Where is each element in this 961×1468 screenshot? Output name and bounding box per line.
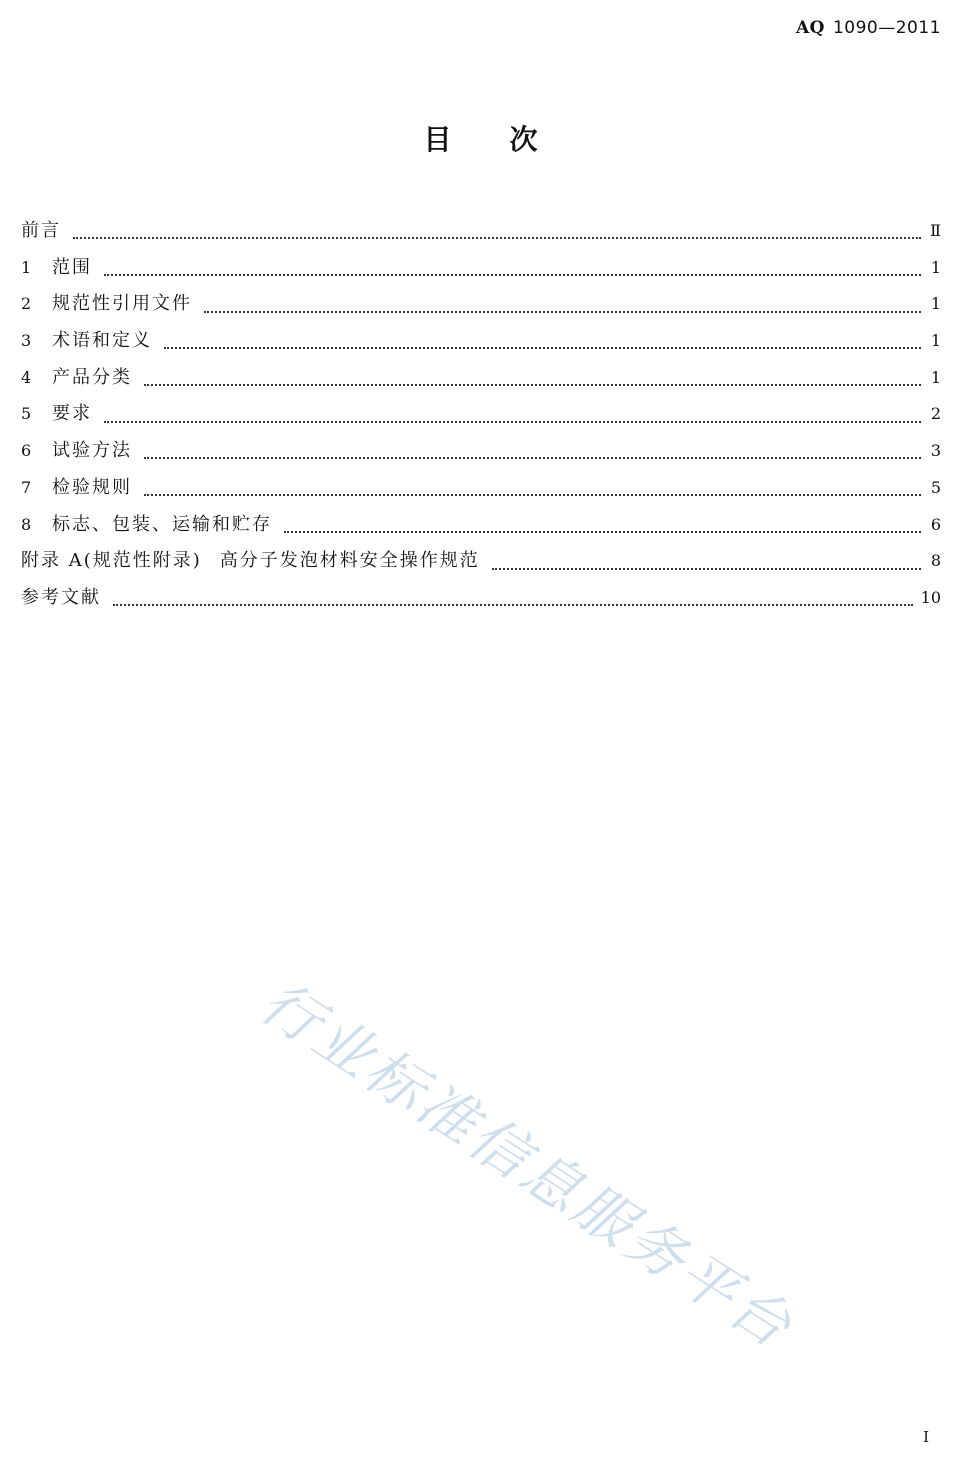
toc-entry-title: 参考文献 xyxy=(21,586,101,608)
toc-entry-page: 2 xyxy=(930,404,941,424)
toc-entry-bibliography[interactable] xyxy=(21,583,941,620)
toc-leader-dots xyxy=(492,568,921,570)
toc-entry-title: 产品分类 xyxy=(52,366,132,388)
toc-entry-6[interactable] xyxy=(21,436,941,473)
toc-entry-appendix-a[interactable] xyxy=(21,546,941,583)
toc-entry-3[interactable] xyxy=(21,326,941,363)
page-title xyxy=(0,118,961,158)
toc-leader-dots xyxy=(144,494,921,496)
toc-entry-1[interactable] xyxy=(21,253,941,290)
toc-entry-number: 5 xyxy=(21,404,32,424)
standard-number: 1090—2011 xyxy=(832,18,941,38)
toc-entry-title: 标志、包装、运输和贮存 xyxy=(52,513,272,535)
standard-prefix: AQ xyxy=(795,18,825,38)
toc-leader-dots xyxy=(284,531,921,533)
title-char-2: 次 xyxy=(509,123,538,156)
toc-entry-8[interactable] xyxy=(21,510,941,547)
footer-page-number: I xyxy=(923,1428,929,1446)
toc-entry-4[interactable] xyxy=(21,363,941,400)
table-of-contents xyxy=(21,216,941,620)
toc-entry-number: 6 xyxy=(21,441,32,461)
toc-entry-title: 范围 xyxy=(52,256,92,278)
toc-entry-number: 1 xyxy=(21,257,32,277)
toc-entry-7[interactable] xyxy=(21,473,941,510)
title-char-1: 目 xyxy=(423,123,452,156)
toc-entry-title: 要求 xyxy=(52,403,92,425)
toc-entry-page: 10 xyxy=(920,587,941,607)
toc-leader-dots xyxy=(144,457,921,459)
toc-leader-dots xyxy=(164,347,921,349)
toc-leader-dots xyxy=(113,604,913,606)
toc-entry-number: 7 xyxy=(21,477,32,497)
toc-entry-title: 规范性引用文件 xyxy=(52,293,192,315)
toc-entry-title: 术语和定义 xyxy=(52,330,152,352)
toc-entry-number: 8 xyxy=(21,514,32,534)
appendix-subtitle: 高分子发泡材料安全操作规范 xyxy=(219,550,480,572)
toc-entry-page: 1 xyxy=(930,331,941,351)
standard-code xyxy=(796,18,941,38)
toc-entry-number: 4 xyxy=(21,367,32,387)
toc-leader-dots xyxy=(104,421,921,423)
toc-entry-title: 试验方法 xyxy=(52,440,132,462)
watermark-text: 行业标准信息服务平台 xyxy=(248,967,806,1363)
toc-entry-page: 8 xyxy=(930,551,941,571)
toc-entry-title: 检验规则 xyxy=(52,476,132,498)
toc-entry-page: 6 xyxy=(930,514,941,534)
toc-leader-dots xyxy=(73,237,921,239)
toc-entry-page: Ⅱ xyxy=(930,221,941,240)
toc-entry-page: 1 xyxy=(930,367,941,387)
toc-leader-dots xyxy=(104,274,921,276)
toc-leader-dots xyxy=(204,311,921,313)
toc-entry-title: 前言 xyxy=(21,220,61,241)
toc-entry-page: 5 xyxy=(930,477,941,497)
toc-entry-number: 3 xyxy=(21,331,32,351)
toc-leader-dots xyxy=(144,384,921,386)
toc-entry-number: 2 xyxy=(21,294,32,314)
toc-entry-page: 1 xyxy=(930,257,941,277)
toc-entry-page: 3 xyxy=(930,441,941,461)
toc-entry-2[interactable] xyxy=(21,289,941,326)
toc-entry-foreword[interactable] xyxy=(21,216,941,253)
toc-entry-title xyxy=(21,546,480,576)
toc-entry-5[interactable] xyxy=(21,399,941,436)
toc-entry-page: 1 xyxy=(930,294,941,314)
appendix-label: 附录 A(规范性附录) xyxy=(21,550,202,572)
